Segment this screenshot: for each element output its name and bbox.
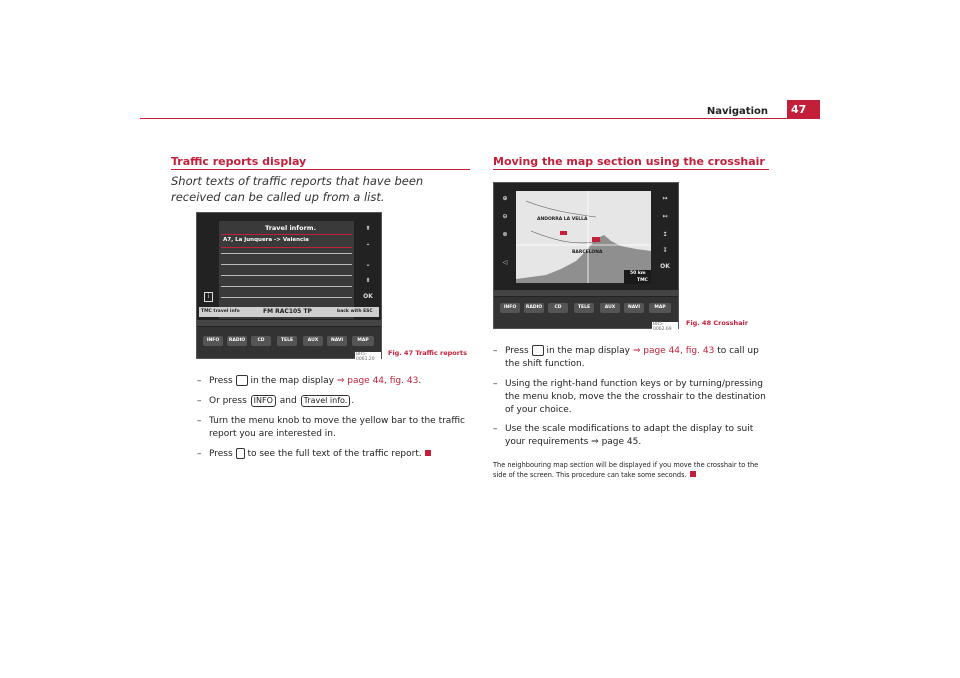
step-1: – Press in the map display ⇒ page 44, fig. 43. <box>197 376 422 386</box>
softkey-navi[interactable]: NAVI <box>327 336 347 346</box>
softkey-map[interactable]: MAP <box>649 303 671 313</box>
softkey-cd[interactable]: CD <box>548 303 568 313</box>
ok-button-map[interactable]: OK <box>660 263 670 270</box>
info-key-icon <box>236 448 245 459</box>
softkey-radio[interactable]: RADIO <box>227 336 247 346</box>
list-item-selected[interactable] <box>221 235 352 248</box>
figure-crosshair <box>493 182 679 332</box>
status-left: TMC travel info <box>201 309 240 314</box>
step-4: – Press to see the full text of the traffic report. <box>197 448 477 461</box>
shift-down-icon[interactable]: ↧ <box>662 247 668 254</box>
travel-info-key: Travel info. <box>301 395 351 407</box>
softkey-navi[interactable]: NAVI <box>624 303 644 313</box>
screen-title: Travel inform. <box>265 224 317 232</box>
softkey-bar <box>197 327 381 358</box>
shift-left-icon[interactable]: ↤ <box>662 213 668 220</box>
step-2: – Or press INFO and Travel info. . <box>197 396 355 406</box>
softkey-cd[interactable]: CD <box>251 336 271 346</box>
shift-right-icon[interactable]: ↦ <box>662 195 668 202</box>
zoom-in-icon[interactable]: ⊕ <box>502 195 508 202</box>
page-number: 47 <box>787 100 820 119</box>
arrow-up-double-icon[interactable]: ⇞ <box>365 225 371 232</box>
map-scale: 50 km TMC <box>624 270 651 284</box>
info-key: INFO <box>251 395 276 407</box>
left-intro: Short texts of traffic reports that have been received can be called up from a list. <box>171 174 424 204</box>
shift-up-icon[interactable]: ↥ <box>662 231 668 238</box>
left-section-rule <box>171 169 470 170</box>
right-section-rule <box>493 169 769 170</box>
arrow-down-icon[interactable]: ⌄ <box>365 261 371 268</box>
image-code: BR5-0062.69 <box>652 322 678 332</box>
map-label-barcelona: BARCELONA <box>572 250 603 255</box>
section-end-mark <box>425 450 431 456</box>
right-section-heading: Moving the map section using the crosshair <box>493 155 765 168</box>
figure-caption: Fig. 48 Crosshair <box>686 319 748 327</box>
section-end-mark <box>690 471 696 477</box>
map-label-andorra: ANDORRA LA VELLA <box>537 217 588 222</box>
header-rule <box>140 118 820 119</box>
zoom-auto-icon[interactable]: ⊗ <box>502 231 508 238</box>
figure-caption: Fig. 47 Traffic reports <box>388 349 467 357</box>
softkey-tele[interactable]: TELE <box>277 336 297 346</box>
page-link[interactable]: ⇒ page 44, fig. 43 <box>336 376 419 386</box>
step-3: – Turn the menu knob to move the yellow bar to the traffic report you are interested in. <box>197 416 465 439</box>
arrow-up-icon[interactable]: ⌃ <box>365 243 371 250</box>
traffic-key-icon <box>236 375 248 386</box>
softkey-aux[interactable]: AUX <box>600 303 620 313</box>
softkey-bar-map <box>494 297 678 328</box>
status-center: FM RAC105 TP <box>263 308 312 315</box>
traffic-list <box>219 221 354 319</box>
softkey-aux[interactable]: AUX <box>303 336 323 346</box>
image-code: BR5-0061.20 <box>355 352 381 362</box>
list-item-label: A7, La Junquera -> Valencia <box>223 237 309 243</box>
softkey-info[interactable]: INFO <box>500 303 520 313</box>
softkey-map[interactable]: MAP <box>352 336 374 346</box>
softkey-radio[interactable]: RADIO <box>524 303 544 313</box>
info-icon[interactable]: i <box>204 292 213 302</box>
shift-key-icon <box>532 345 544 356</box>
softkey-tele[interactable]: TELE <box>574 303 594 313</box>
left-section-heading: Traffic reports display <box>171 155 307 168</box>
step-2: – Using the right-hand function keys or by turning/pressing the menu knob, move the the crosshair to the destination of your choice. <box>493 379 766 415</box>
ok-button[interactable]: OK <box>363 293 373 300</box>
status-right: back with ESC <box>337 309 373 314</box>
step-1: – Press in the map display ⇒ page 44, fig. 43 to call up the shift function. <box>493 346 759 369</box>
note-text: The neighbouring map section will be displayed if you move the crosshair to the side of the screen. This procedure can take some seconds. <box>493 461 759 479</box>
arrow-down-double-icon[interactable]: ⇟ <box>365 277 371 284</box>
header-title: Navigation <box>706 106 768 117</box>
figure-traffic-reports <box>196 212 382 362</box>
audio-icon[interactable]: ◁ <box>502 259 508 266</box>
step-3: – Use the scale modifications to adapt the display to suit your requirements ⇒ page 45. <box>493 424 754 447</box>
page-link[interactable]: ⇒ page 44, fig. 43 <box>632 346 715 356</box>
status-bar <box>199 307 379 317</box>
zoom-out-icon[interactable]: ⊖ <box>502 213 508 220</box>
softkey-info[interactable]: INFO <box>203 336 223 346</box>
